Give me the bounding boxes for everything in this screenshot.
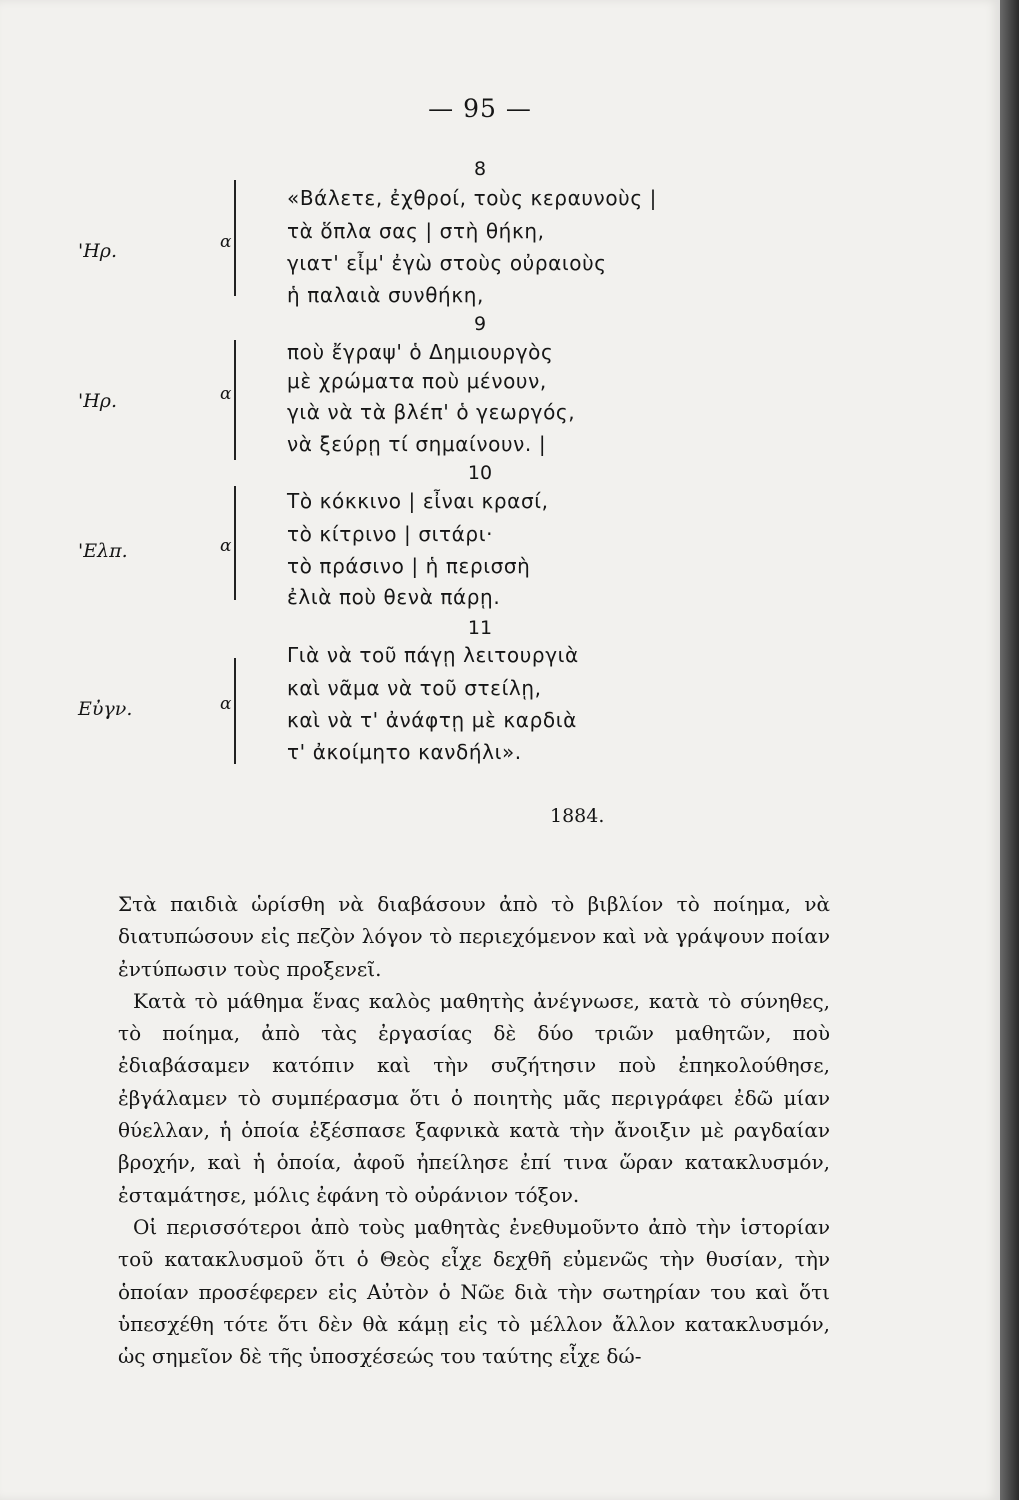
stanza-brace — [234, 486, 244, 600]
paragraph: Κατὰ τὸ μάθημα ἕνας καλὸς μαθητὴς ἀνέγνωσε, κατὰ τὸ σύνηθες, τὸ ποίημα, ἀπὸ τὰς ἐργασίας δὲ δύο τριῶν μαθητῶν, ποὺ ἐδιαβάσαμεν κατόπιν καὶ τὴν συζήτησιν ποὺ ἐπηκολούθησε, ἐβγάλαμεν τὸ συμπέρασμα ὅτι ὁ ποιητὴς μᾶς περιγράφει ἐδῶ μίαν θύελλαν, ἡ ὁποία ἐξέσπασε ξαφνικὰ κατὰ τὴν ἄνοιξιν μὲ ραγδαίαν βροχήν, καὶ ἡ ὁποία, ἀφοῦ ἠπείλησε ἐπί τινα ὥραν κατακλυσμόν, ἐσταμάτησε, μόλις ἐφάνη τὸ οὐράνιον τόξον. — [118, 988, 830, 1207]
prose-body — [118, 888, 830, 1372]
page-number: — 95 — — [428, 94, 532, 123]
verse-line: Γιὰ νὰ τοῦ πάγῃ λειτουργιὰ — [287, 643, 579, 667]
stanza-number: 9 — [473, 313, 487, 335]
paragraph: Οἱ περισσότεροι ἀπὸ τοὺς μαθητὰς ἐνεθυμοῦντο ἀπὸ τὴν ἱστορίαν τοῦ κατακλυσμοῦ ὅτι ὁ Θεὸς εἶχε δεχθῆ εὐμενῶς τὴν θυσίαν, τὴν ὁποίαν προσέφερεν εἰς Αὐτὸν ὁ Νῶε διὰ τὴν σωτηρίαν του καὶ ὅτι ὑπεσχέθη τότε ὅτι δὲν θὰ κάμῃ εἰς τὸ μέλλον ἄλλον κατακλυσμόν, ὡς σημεῖον δὲ τῆς ὑποσχέσεώς του ταύτης εἶχε δώ- — [118, 1214, 830, 1369]
verse-line: καὶ νὰ τ' ἀνάφτῃ μὲ καρδιὰ — [287, 708, 577, 732]
verse-line: τὸ κίτρινο | σιτάρι· — [287, 522, 494, 546]
stanza-mark: α — [220, 536, 232, 556]
verse-line: νὰ ξεύρῃ τί σημαίνουν. | — [287, 432, 547, 456]
stanza-brace — [234, 180, 244, 296]
page-edge — [1000, 0, 1019, 1500]
stanza-number: 8 — [473, 158, 487, 180]
poem-year: 1884. — [550, 805, 605, 827]
stanza-brace — [234, 340, 244, 460]
stanza-mark: α — [220, 384, 232, 404]
stanza-number: 11 — [467, 617, 493, 639]
verse-line: «Βάλετε, ἐχθροί, τοὺς κεραυνοὺς | — [287, 186, 657, 210]
speaker-label: 'Ελπ. — [78, 540, 128, 562]
stanza-number: 10 — [467, 462, 493, 484]
verse-line: γιατ' εἶμ' ἐγὼ στοὺς οὐραιοὺς — [287, 251, 607, 275]
verse-line: ἡ παλαιὰ συνθήκη, — [287, 283, 484, 307]
verse-line: τὰ ὅπλα σας | στὴ θήκη, — [287, 219, 545, 243]
verse-line: καὶ νᾶμα νὰ τοῦ στείλῃ, — [287, 676, 542, 700]
stanza-mark: α — [220, 232, 232, 252]
verse-line: ἐλιὰ ποὺ θενὰ πάρῃ. — [287, 585, 501, 609]
verse-line: Τὸ κόκκινο | εἶναι κρασί, — [287, 489, 549, 513]
speaker-label: 'Ηρ. — [78, 390, 118, 412]
verse-line: τ' ἀκοίμητο κανδήλι». — [287, 740, 522, 764]
verse-line: τὸ πράσινο | ἡ περισσὴ — [287, 554, 531, 578]
verse-line: ποὺ ἔγραψ' ὁ Δημιουργὸς — [287, 340, 554, 364]
stanza-mark: α — [220, 694, 232, 714]
verse-line: μὲ χρώματα ποὺ μένουν, — [287, 369, 547, 393]
speaker-label: 'Ηρ. — [78, 240, 118, 262]
stanza-brace — [234, 658, 244, 764]
verse-line: γιὰ νὰ τὰ βλέπ' ὁ γεωργός, — [287, 400, 576, 424]
speaker-label: Εὐγν. — [78, 698, 133, 720]
paragraph: Στὰ παιδιὰ ὡρίσθη νὰ διαβάσουν ἀπὸ τὸ βιβλίον τὸ ποίημα, νὰ διατυπώσουν εἰς πεζὸν λόγον τὸ περιεχόμενον καὶ νὰ γράψουν ποίαν ἐντύπωσιν τοὺς προξενεῖ. — [118, 892, 830, 981]
